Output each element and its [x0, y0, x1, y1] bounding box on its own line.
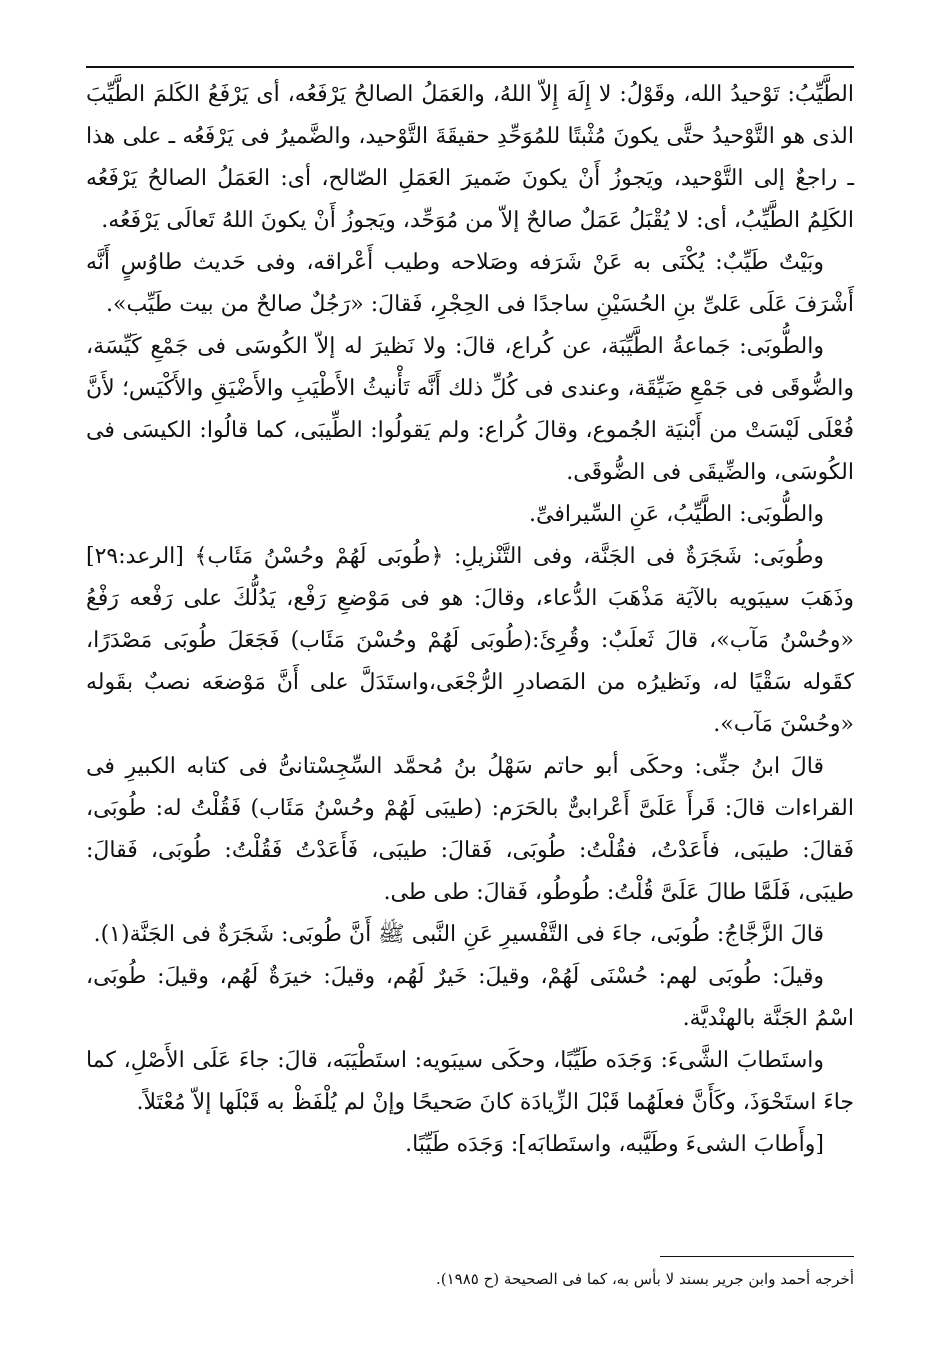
paragraph-qila: وقيلَ: طُوبَى لهم: حُسْنَى لَهُمْ، وقيلَ: خَيرٌ لَهُم، وقيلَ: خيرَةٌ لَهُم، وقيلَ: طُوبَى، اسْمُ الجَنَّة بالهنْديَّة. — [86, 964, 854, 1031]
paragraph-tuba-tree: وطُوبَى: شَجَرَةٌ فى الجَنَّة، وفى التَّنْزيلِ: ﴿طُوبَى لَهُمْ وحُسْنُ مَئَاب﴾ [الرعد:٢٩] وذَهَبَ سيبَويه بالآيَة مَذْهَبَ الدُّعاء، وقالَ: هو فى مَوْضعِ رَفْع، يَدُلُّكَ على رَفْعه رَفْعُ «وحُسْنُ مَآب»، قالَ ثَعلَبٌ: وقُرِئَ:(طُوبَى لَهُمْ وحُسْنَ مَئَاب) فَجَعَلَ طُوبَى مَصْدَرًا، كقَوله سَقْيًا له، ونَظيرُه من المَصادرِ الرُّجْعَى،واستَدَلَّ على أَنَّ مَوْضعَه نصبٌ بقَوله «وحُسْنَ مَآب». — [86, 544, 854, 737]
footnote-rule — [660, 1256, 854, 1257]
paragraph-ibn-jinni: قالَ ابنُ جنِّى: وحكَى أبو حاتم سَهْلُ بنُ مُحمَّد السِّجِسْتانىُّ فى كتابه الكبيرِ فى القراءات قالَ: قَرأَ عَلَىَّ أَعْرابىٌّ بالحَرَم: (طيبَى لَهُمْ وحُسْنُ مَئَاب) فَقُلْتُ له: طُوبَى، فَقالَ: طيبَى، فأَعَدْتُ، فقُلْتُ: طُوبَى، فَقالَ: طيبَى، فَأَعَدْتُ فَقُلْتُ: طُوبَى، فَقالَ: طيبَى، فَلَمَّا طالَ عَلَىَّ قُلْتُ: طُوطُو، فَقالَ: طى طى. — [86, 754, 854, 905]
paragraph-ataba: [وأَطابَ الشىءَ وطَيَّبه، واستَطابَه]: وَجَدَه طَيِّبًا. — [405, 1132, 824, 1157]
footnote: أخرجه أحمد وابن جرير بسند لا بأس به، كما فى الصحيحة (ح ١٩٨٥). — [436, 1270, 854, 1288]
paragraph-bayt-tayyib: وبَيْتٌ طَيِّبٌ: يُكْنَى به عَنْ شَرَفه وصَلاحه وطيب أَعْراقه، وفى حَديث طاوُسٍ أَنَّه أَشْرَفَ عَلَى عَلىِّ بنِ الحُسَيْنِ ساجدًا فى الحِجْرِ، فَقالَ: «رَجُلٌ صالحٌ من بيت طَيِّب». — [86, 250, 854, 317]
paragraph-tuba-plural: والطُّوبَى: جَماعةُ الطَّيِّبَة، عن كُراع، قالَ: ولا نَظيرَ له إلاّ الكُوسَى فى جَمْعِ كَيِّسَة، والضُّوقَى فى جَمْعِ ضَيِّقَة، وعندى فى كُلِّ ذلك أَنَّه تَأْنيثُ الأَطْيَبِ والأَضْيَقِ والأَكْيَس؛ لأَنَّ فُعْلَى لَيْسَتْ من أَبْنيَة الجُموع، وقالَ كُراع: ولم يَقولُوا: الطِّيبَى، كما قالُوا: الكيسَى فى الكُوسَى، والضِّيقَى فى الضُّوقَى. — [86, 334, 854, 485]
main-text — [86, 74, 854, 1166]
paragraph-istataba: واستَطابَ الشَّىءَ: وَجَدَه طَيِّبًا، وحكَى سيبَويه: استَطْيَبَه، قالَ: جاءَ عَلَى الأَصْلِ، كما جاءَ استَحْوَذَ، وكَأَنَّ فعلَهُما قَبْلَ الزِّيادَة كانَ صَحيحًا وإنْ لم يُلْفَظْ به قَبْلَها إلاّ مُعْتَلاً. — [86, 1048, 854, 1115]
paragraph-tuba-sirafi: والطُّوبَى: الطَّيِّبُ، عَنِ السِّيرافىِّ. — [529, 502, 824, 527]
header-rule — [86, 66, 854, 68]
paragraph-tayyib: الطَّيِّبُ: تَوْحيدُ الله، وقَوْلُ: لا إِلَهَ إِلاّ اللهُ، والعَمَلُ الصالحُ يَرْفَعُه، أى يَرْفَعُ الكَلمَ الطَّيِّبَ الذى هو التَّوْحيدُ حتَّى يكونَ مُثْبتًا للمُوَحِّدِ حقيقَةَ التَّوْحيد، والضَّميرُ فى يَرْفَعُه ـ على هذا ـ راجعٌ إلى التَّوْحيد، ويَجوزُ أَنْ يكونَ ضَميرَ العَمَلِ الصّالح، أى: العَمَلُ الصالحُ يَرْفَعُه الكَلِمُ الطَّيِّبُ، أى: لا يُقْبَلُ عَمَلٌ صالحٌ إلاّ من مُوَحِّد، ويَجوزُ أَنْ يكونَ اللهُ تَعالَى يَرْفَعُه. — [86, 82, 854, 233]
paragraph-zajjaj: قالَ الزَّجَّاجُ: طُوبَى، جاءَ فى التَّفْسيرِ عَنِ النَّبى ﷺ أَنَّ طُوبَى: شَجَرَةٌ فى الجَنَّة(١). — [93, 922, 824, 947]
